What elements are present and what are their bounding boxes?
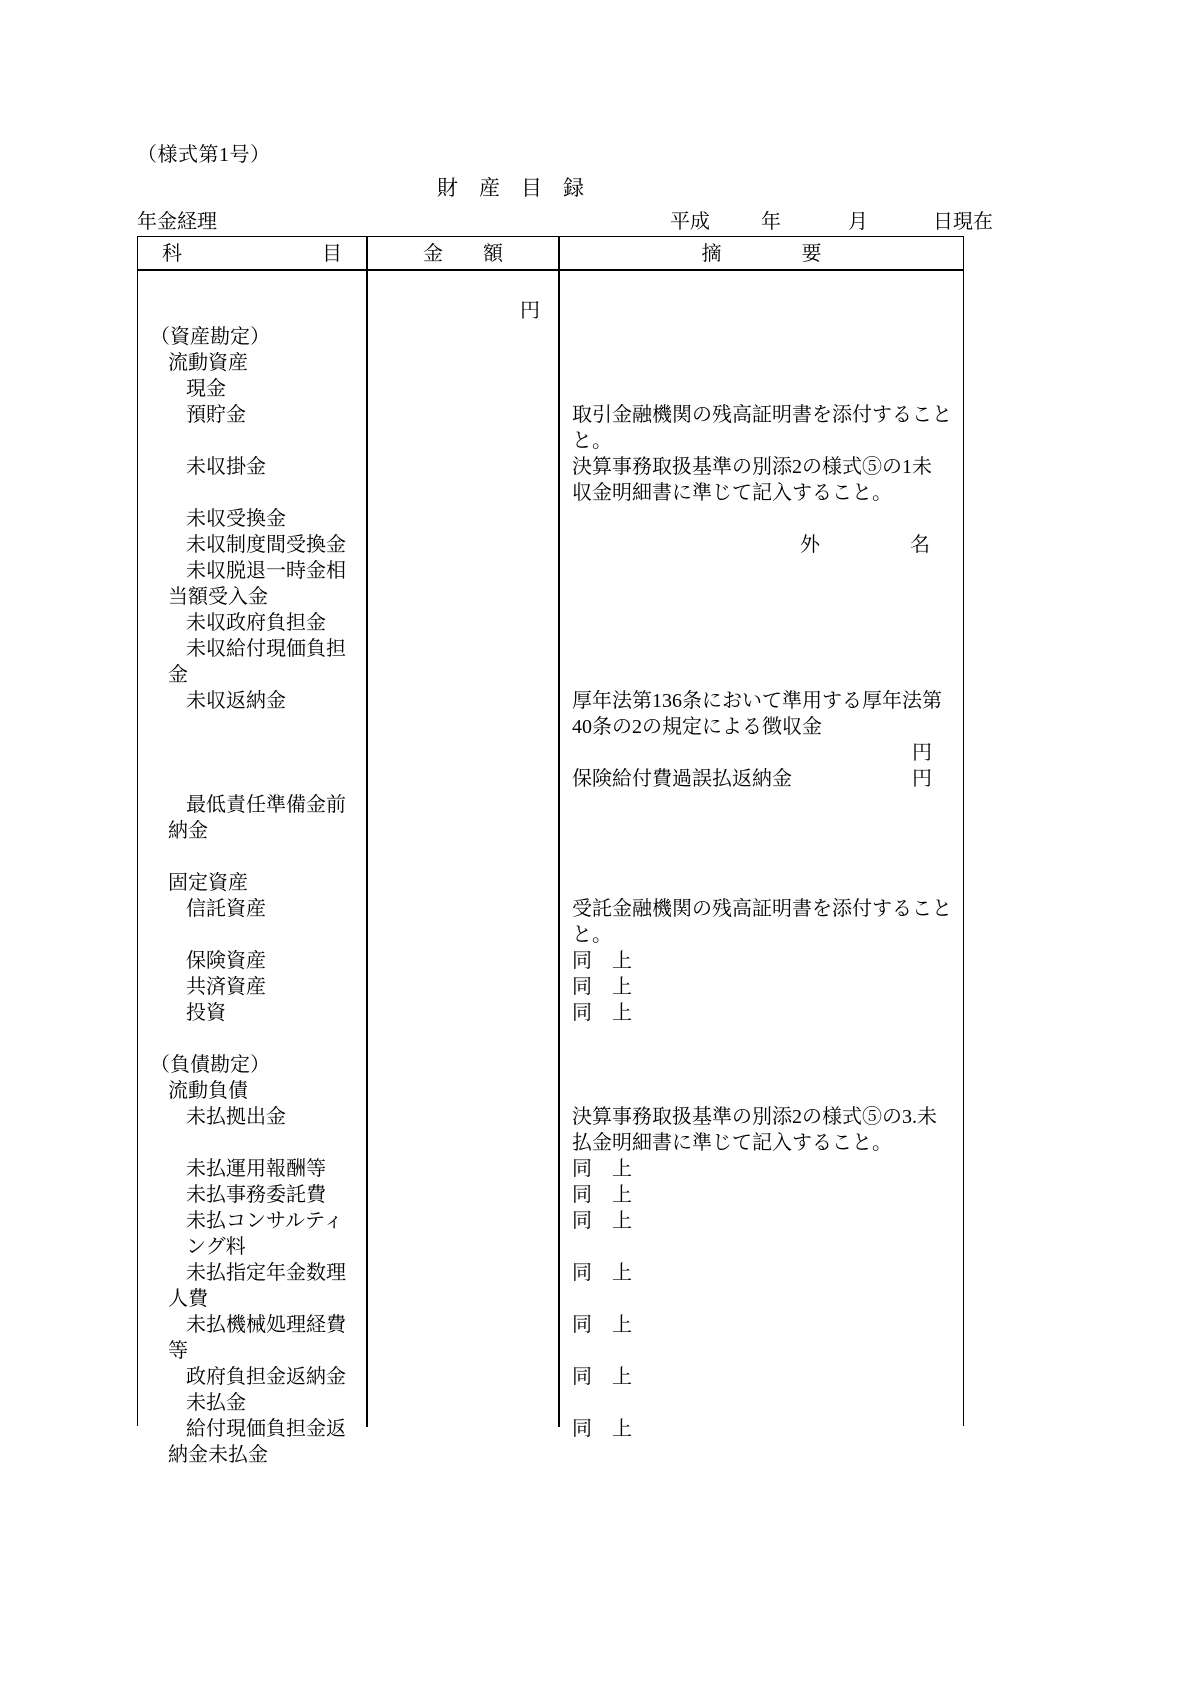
remark-text: 同 上: [572, 1210, 632, 1232]
remark-text: 同 上: [572, 976, 632, 998]
account-item-label: 流動負債: [168, 1080, 248, 1102]
remark-text: 外: [800, 534, 820, 556]
account-item-label: 政府負担金返納金: [186, 1366, 346, 1388]
account-item-label: 流動資産: [168, 352, 248, 374]
remark-text: 同 上: [572, 1366, 632, 1388]
form-number-label: （様式第1号）: [137, 144, 271, 166]
page-title: 財 産 目 録: [437, 176, 584, 200]
remark-text: 同 上: [572, 1002, 632, 1024]
remark-text: 同 上: [572, 1158, 632, 1180]
account-item-label: 未収受換金: [186, 508, 286, 530]
remark-text: 名: [910, 534, 930, 556]
account-item-label: 投資: [186, 1002, 226, 1024]
account-item-label: 未払金: [186, 1392, 246, 1414]
account-item-label: 納金未払金: [168, 1444, 268, 1466]
account-item-label: 未収返納金: [186, 690, 286, 712]
account-item-label: 固定資産: [168, 872, 248, 894]
column-header-remarks: 摘 要: [701, 243, 822, 265]
account-item-label: 共済資産: [186, 976, 266, 998]
account-item-label: 現金: [186, 378, 226, 400]
amount-currency-symbol: 円: [520, 300, 540, 322]
account-item-label: （資産勘定）: [150, 326, 270, 348]
account-item-label: 当額受入金: [168, 586, 268, 608]
account-item-label: 保険資産: [186, 950, 266, 972]
remark-text: 決算事務取扱基準の別添2の様式⑤の3.未: [572, 1106, 937, 1128]
account-item-label: 人費: [168, 1288, 208, 1310]
account-item-label: 金: [168, 664, 188, 686]
account-item-label: 未収脱退一時金相: [186, 560, 346, 582]
remark-text: 取引金融機関の残高証明書を添付すること: [572, 404, 952, 426]
account-item-label: 最低責任準備金前: [186, 794, 346, 816]
remark-text: 同 上: [572, 1418, 632, 1440]
account-item-label: 未収政府負担金: [186, 612, 326, 634]
remark-text: 保険給付費過誤払返納金: [572, 768, 792, 790]
date-era: 平成: [670, 211, 710, 233]
account-item-label: 未払指定年金数理: [186, 1262, 346, 1284]
date-year-label: 年: [761, 211, 781, 233]
property-inventory-table: [137, 236, 964, 1466]
account-item-label: 未収制度間受換金: [186, 534, 346, 556]
remark-text: 同 上: [572, 1184, 632, 1206]
date-line: [670, 205, 993, 234]
header-rule: [138, 269, 963, 271]
remark-text: 同 上: [572, 1314, 632, 1336]
remark-text: 厚年法第136条において準用する厚年法第: [572, 690, 942, 712]
remark-text: 円: [912, 742, 932, 764]
remark-text: 決算事務取扱基準の別添2の様式⑤の1未: [572, 456, 932, 478]
remark-text: と。: [572, 924, 612, 946]
remark-text: 同 上: [572, 1262, 632, 1284]
account-item-label: 未払機械処理経費: [186, 1314, 346, 1336]
account-item-label: 未払コンサルティ: [186, 1210, 344, 1232]
date-day-label: 日現在: [933, 211, 993, 233]
account-item-label: 未収掛金: [186, 456, 266, 478]
remark-text: 受託金融機関の残高証明書を添付すること: [572, 898, 952, 920]
remark-text: 40条の2の規定による徴収金: [572, 716, 822, 738]
account-item-label: 給付現価負担金返: [186, 1418, 346, 1440]
column-header-amount: 金 額: [423, 243, 503, 265]
account-item-label: 納金: [168, 820, 208, 842]
account-item-label: ング料: [186, 1236, 246, 1258]
column-divider-2: [558, 237, 560, 1427]
account-item-label: 預貯金: [186, 404, 246, 426]
remark-text: と。: [572, 430, 612, 452]
remark-text: 払金明細書に準じて記入すること。: [572, 1132, 892, 1154]
account-item-label: 未払運用報酬等: [186, 1158, 326, 1180]
account-item-label: 等: [168, 1340, 188, 1362]
account-item-label: 未収給付現価負担: [186, 638, 346, 660]
account-item-label: 未払拠出金: [186, 1106, 286, 1128]
account-item-label: （負債勘定）: [150, 1054, 270, 1076]
remark-text: 円: [912, 768, 932, 790]
column-header-item: 科 目: [162, 243, 342, 265]
remark-text: 同 上: [572, 950, 632, 972]
date-month-label: 月: [848, 211, 868, 233]
account-item-label: 未払事務委託費: [186, 1184, 326, 1206]
account-name-label: 年金経理: [137, 211, 217, 233]
remark-text: 収金明細書に準じて記入すること。: [572, 482, 892, 504]
account-item-label: 信託資産: [186, 898, 266, 920]
column-divider-1: [366, 237, 368, 1427]
